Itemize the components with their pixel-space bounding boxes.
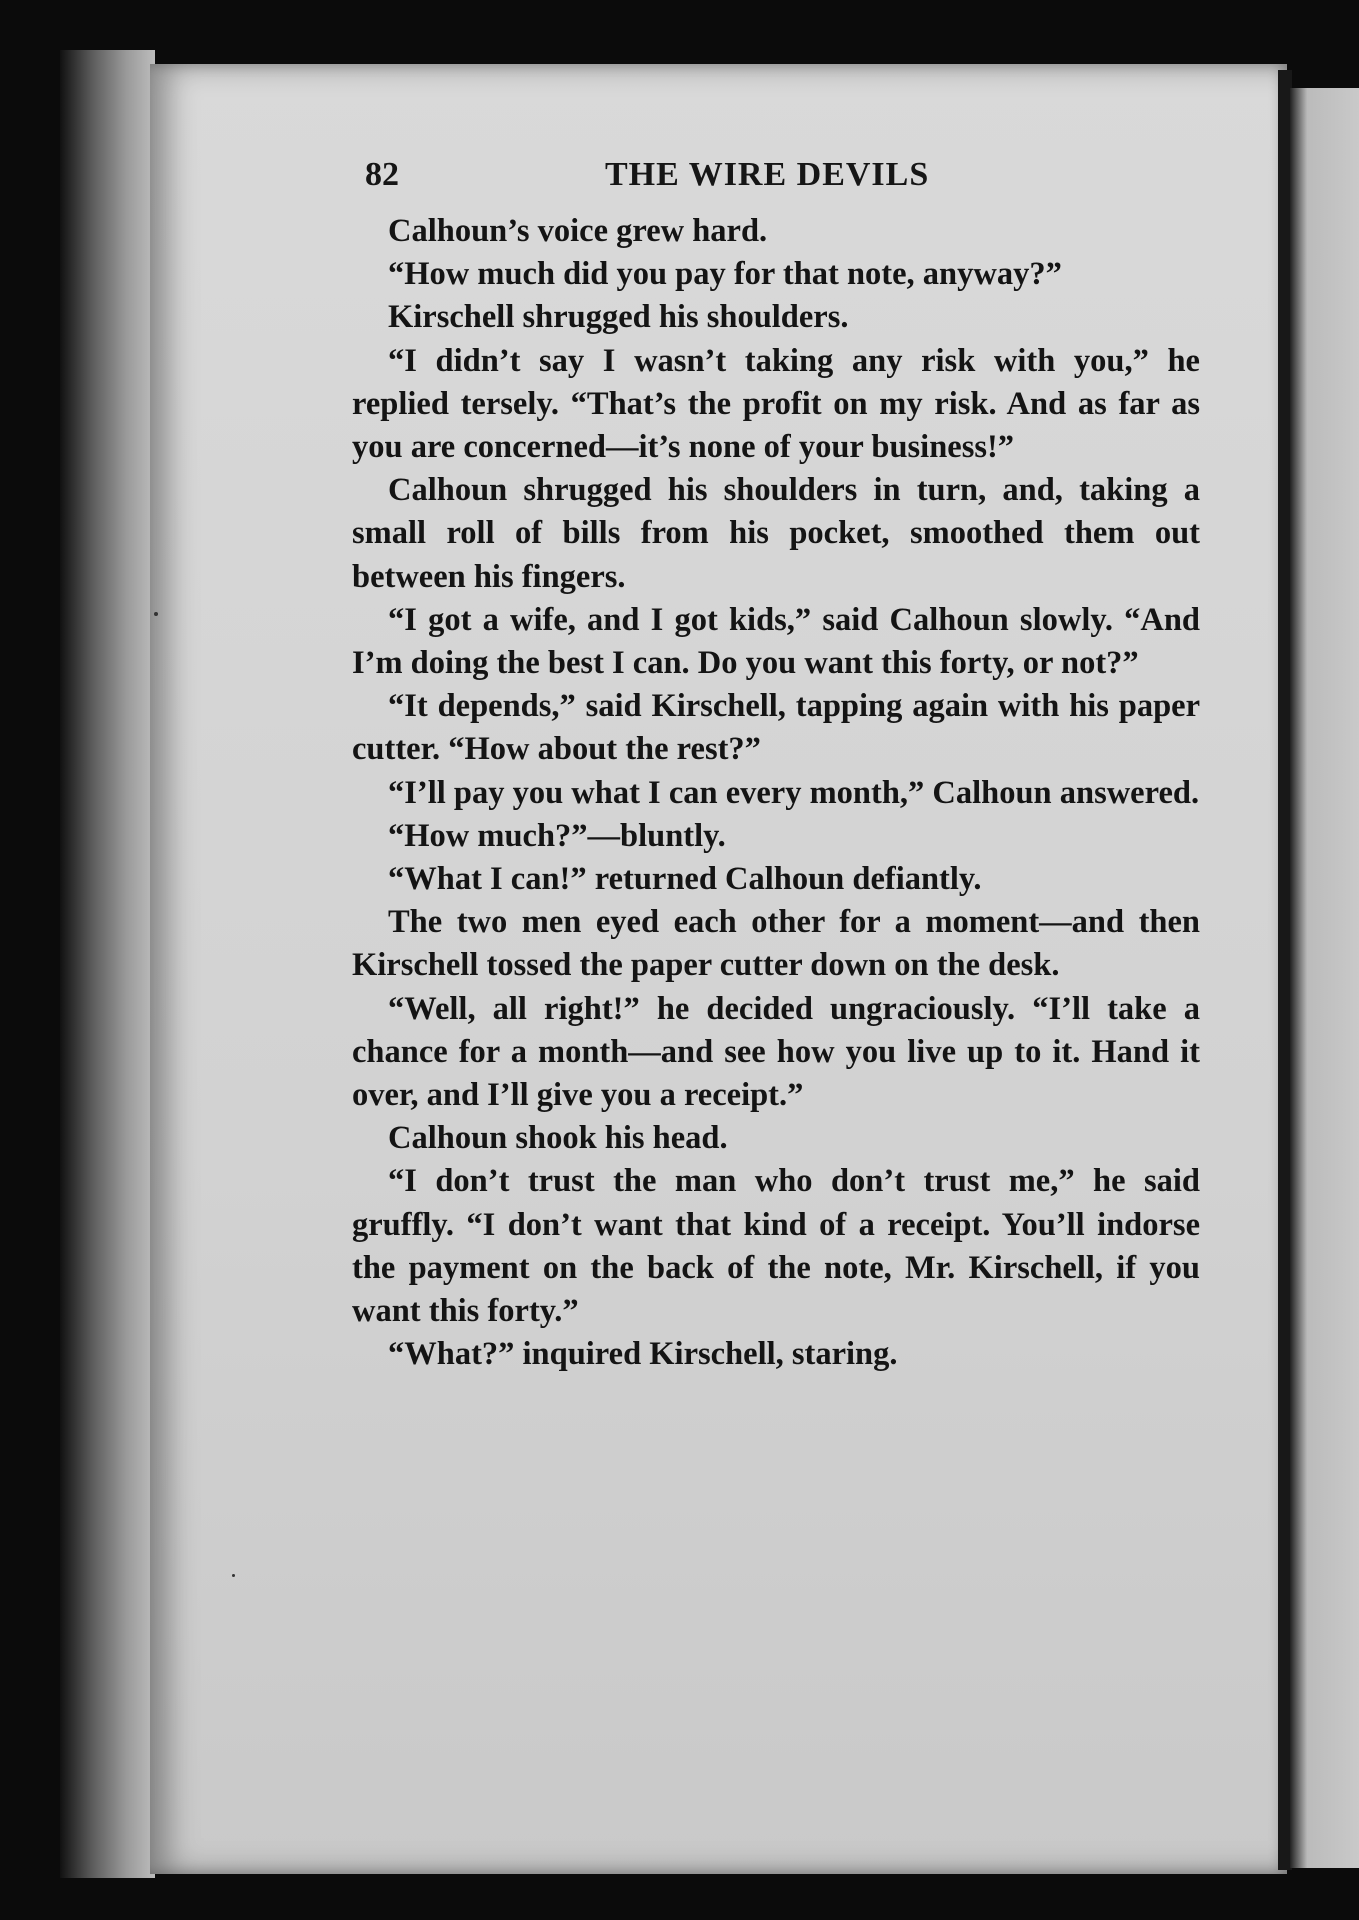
page-number: 82 bbox=[365, 156, 399, 193]
speck-mark bbox=[232, 1574, 235, 1577]
paragraph: “What I can!” returned Calhoun defiantly. bbox=[388, 861, 982, 898]
body-text bbox=[352, 210, 1200, 1376]
paragraph: “How much did you pay for that note, anyway?” bbox=[388, 256, 1062, 293]
paragraph: Kirschell shrugged his shoulders. bbox=[388, 299, 849, 336]
paragraph: “I got a wife, and I got kids,” said Calhoun slowly. “And I’m doing the best I can. Do you want this forty, or not?” bbox=[352, 601, 1200, 682]
paragraph: “It depends,” said Kirschell, tapping again with his paper cutter. “How about the rest?” bbox=[352, 688, 1200, 768]
book-spine bbox=[60, 50, 155, 1880]
page-header bbox=[365, 156, 1195, 206]
paragraph: Calhoun’s voice grew hard. bbox=[388, 213, 768, 249]
scan-border bbox=[0, 1878, 1359, 1920]
running-head: THE WIRE DEVILS bbox=[605, 156, 930, 193]
paragraph: Calhoun shrugged his shoulders in turn, and, taking a small roll of bills from his pocket, smoothed them out between his fingers. bbox=[352, 472, 1200, 595]
paragraph: “Well, all right!” he decided ungraciously. “I’ll take a chance for a month—and see how you live up to it. Hand it over, and I’ll give you a receipt.” bbox=[352, 990, 1200, 1114]
paragraph: “I don’t trust the man who don’t trust me,” he said gruffly. “I don’t want that kind of a receipt. You’ll indorse the payment on the back of the note, Mr. Kirschell, if you want this forty.” bbox=[352, 1163, 1200, 1330]
facing-page-edge bbox=[1290, 88, 1359, 1868]
paragraph: Calhoun shook his head. bbox=[388, 1120, 728, 1157]
speck-mark bbox=[154, 612, 158, 616]
paragraph: “What?” inquired Kirschell, staring. bbox=[388, 1336, 898, 1373]
paragraph: “I didn’t say I wasn’t taking any risk with you,” he replied tersely. “That’s the profit on my risk. And as far as you are concerned—it’s none of your business!” bbox=[352, 342, 1200, 466]
paragraph: “I’ll pay you what I can every month,” Calhoun answered. bbox=[388, 774, 1200, 811]
paragraph: “How much?”—bluntly. bbox=[388, 817, 726, 854]
paragraph: The two men eyed each other for a moment—and then Kirschell tossed the paper cutter down on the desk. bbox=[352, 904, 1200, 984]
